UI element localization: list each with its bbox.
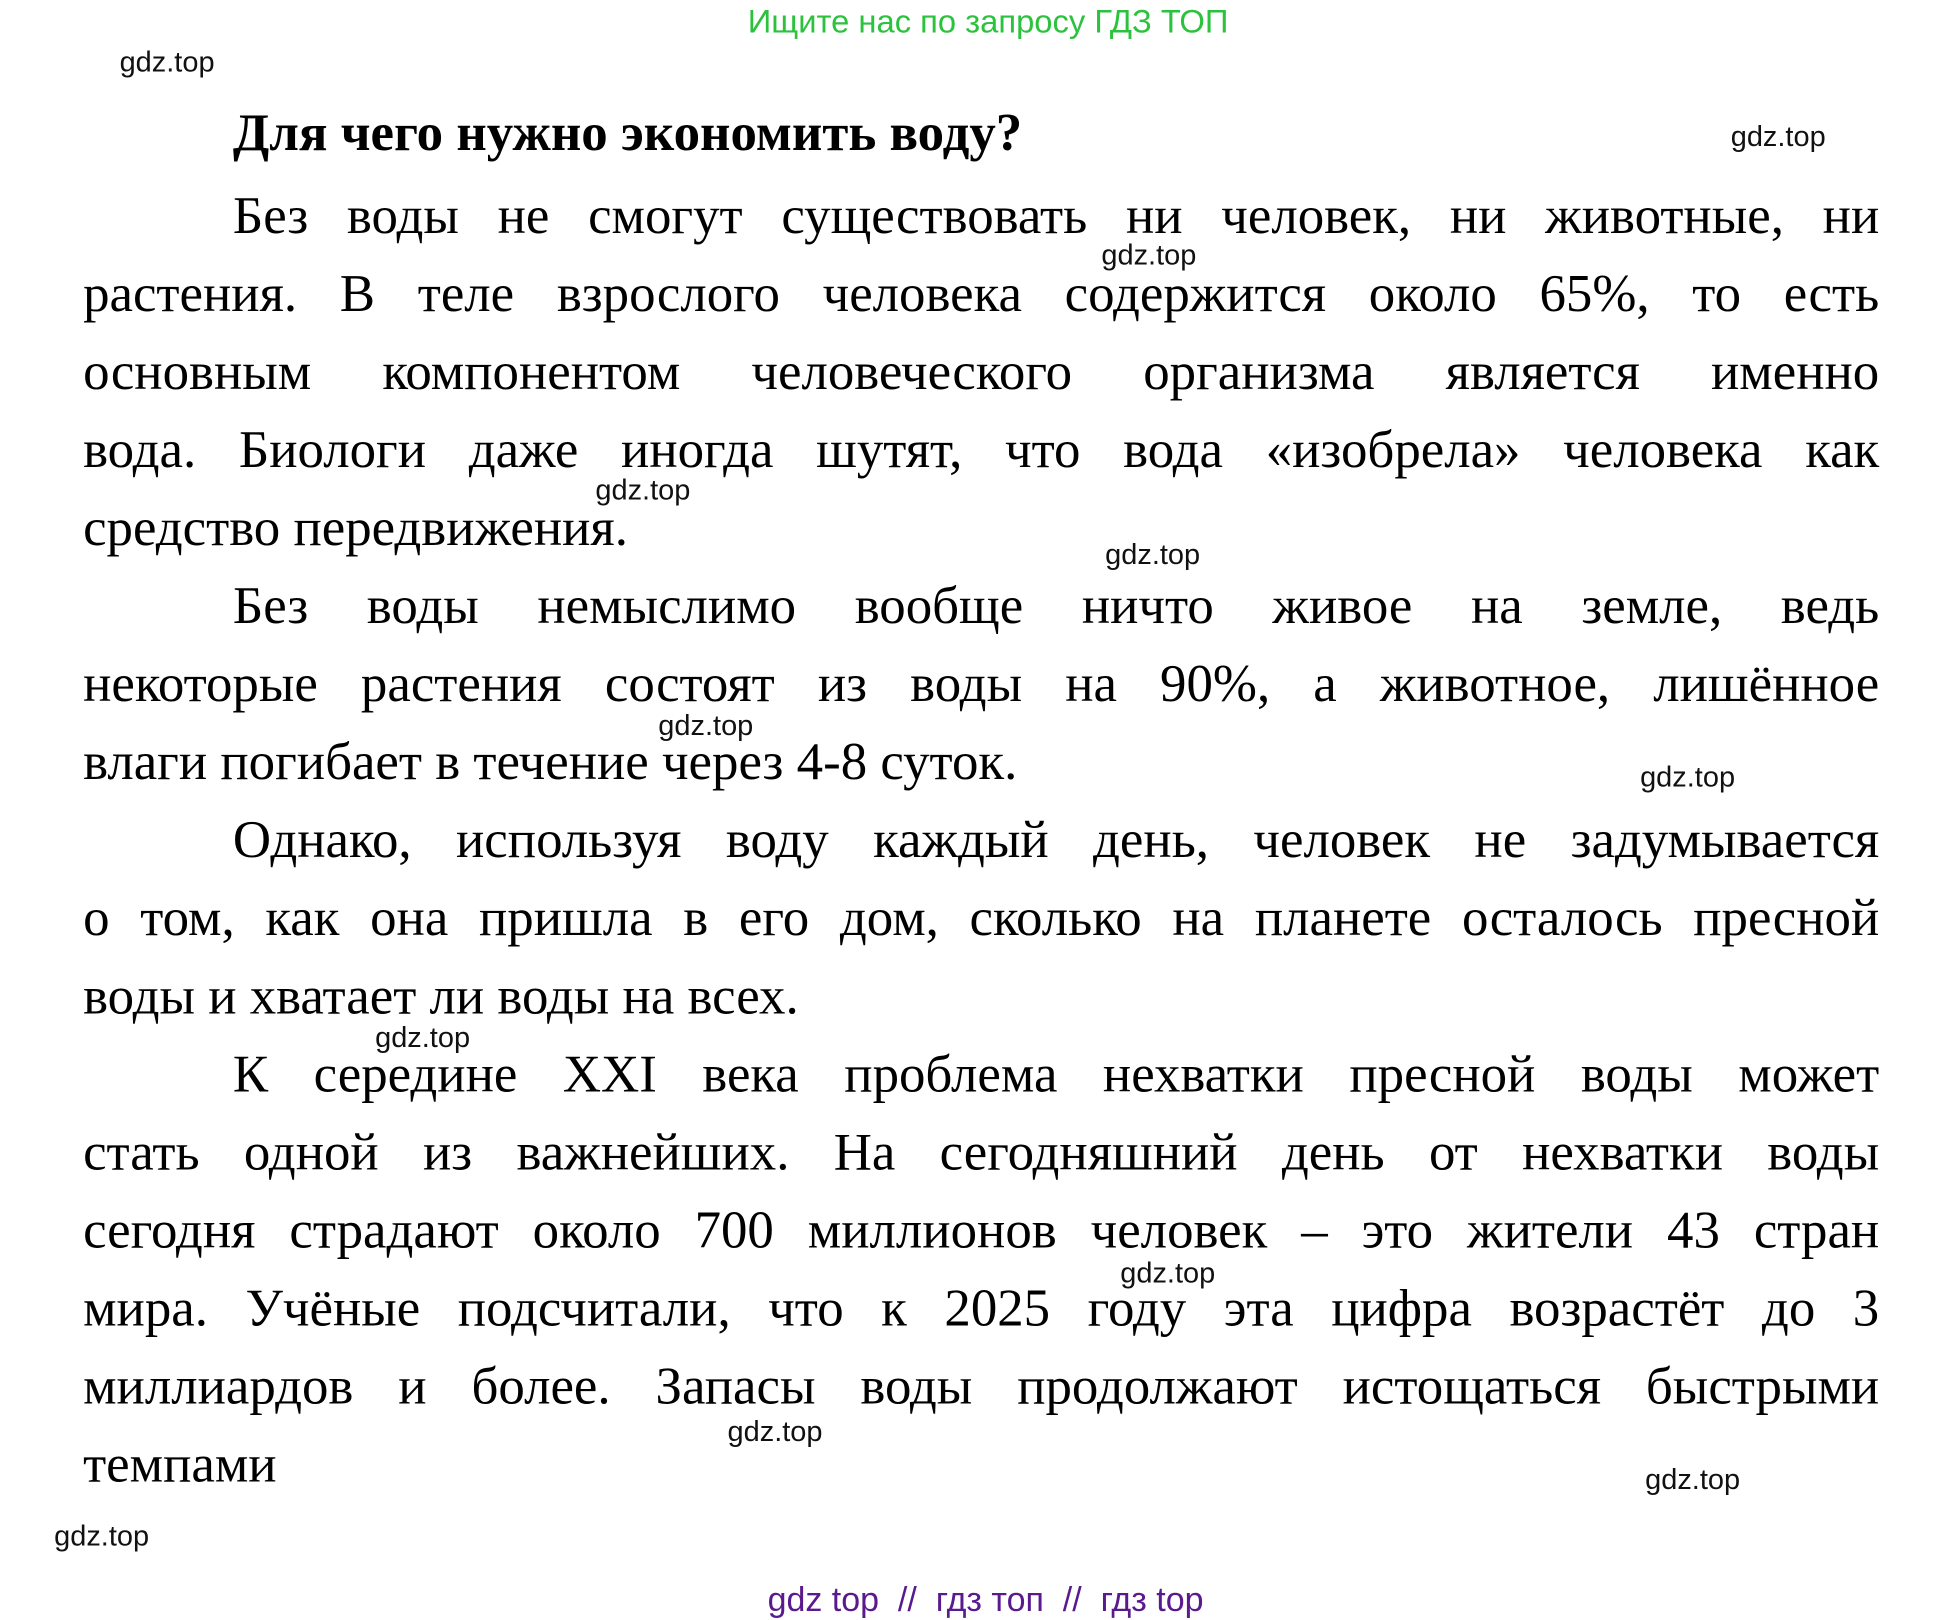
paragraph-line: Без воды немыслимо вообще ничто живое на земле, ведь bbox=[232, 577, 1880, 636]
paragraph-line: Без воды не смогут существовать ни человек, ни животные, ни bbox=[232, 187, 1880, 246]
paragraph-line: воды и хватает ли воды на всех. bbox=[83, 967, 799, 1026]
paragraph-line: о том, как она пришла в его дом, сколько на планете осталось пресной bbox=[83, 889, 1880, 948]
search-banner: Ищите нас по запросу ГДЗ ТОП bbox=[747, 2, 1229, 41]
article-body bbox=[83, 177, 1879, 1504]
watermark: gdz.top bbox=[1105, 537, 1201, 571]
paragraph-line: основным компонентом человеческого организма является именно bbox=[83, 343, 1880, 402]
watermark: gdz.top bbox=[658, 708, 754, 742]
paragraph-line: миллиардов и более. Запасы воды продолжают истощаться быстрыми bbox=[83, 1358, 1880, 1417]
paragraph-line: К середине XXI века проблема нехватки пресной воды может bbox=[232, 1045, 1880, 1104]
paragraph-line: сегодня страдают около 700 миллионов человек – это жители 43 стран bbox=[83, 1202, 1880, 1260]
paragraph-line: стать одной из важнейших. На сегодняшний день от нехватки воды bbox=[83, 1124, 1880, 1182]
paragraph-line: растения. В теле взрослого человека содержится около 65%, то есть bbox=[83, 265, 1880, 324]
watermark: gdz.top bbox=[1120, 1256, 1216, 1289]
paragraph-line: средство передвижения. bbox=[83, 499, 628, 558]
watermark: gdz.top bbox=[1640, 760, 1736, 793]
watermark: gdz.top bbox=[54, 1519, 150, 1552]
paragraph-line: вода. Биологи даже иногда шутят, что вода «изобрела» человека как bbox=[83, 421, 1880, 480]
paragraph-line: Однако, используя воду каждый день, человек не задумывается bbox=[232, 811, 1880, 870]
paragraph-line: мира. Учёные подсчитали, что к 2025 году эта цифра возрастёт до 3 bbox=[83, 1280, 1880, 1338]
page-title: Для чего нужно экономить воду? bbox=[232, 104, 1023, 163]
watermark: gdz.top bbox=[595, 473, 691, 506]
watermark: gdz.top bbox=[727, 1414, 823, 1448]
paragraph-line: некоторые растения состоят из воды на 90%, а животное, лишённое bbox=[83, 655, 1880, 714]
paragraph-line: влаги погибает в течение через 4-8 суток. bbox=[83, 733, 1018, 792]
footer-watermark: gdz top // гдз топ // гдз top bbox=[767, 1580, 1204, 1619]
paragraph-line: темпами bbox=[83, 1436, 277, 1495]
watermark: gdz.top bbox=[375, 1020, 471, 1054]
watermark: gdz.top bbox=[119, 45, 215, 79]
watermark: gdz.top bbox=[1101, 237, 1197, 271]
watermark: gdz.top bbox=[1730, 119, 1826, 153]
watermark: gdz.top bbox=[1645, 1462, 1741, 1496]
